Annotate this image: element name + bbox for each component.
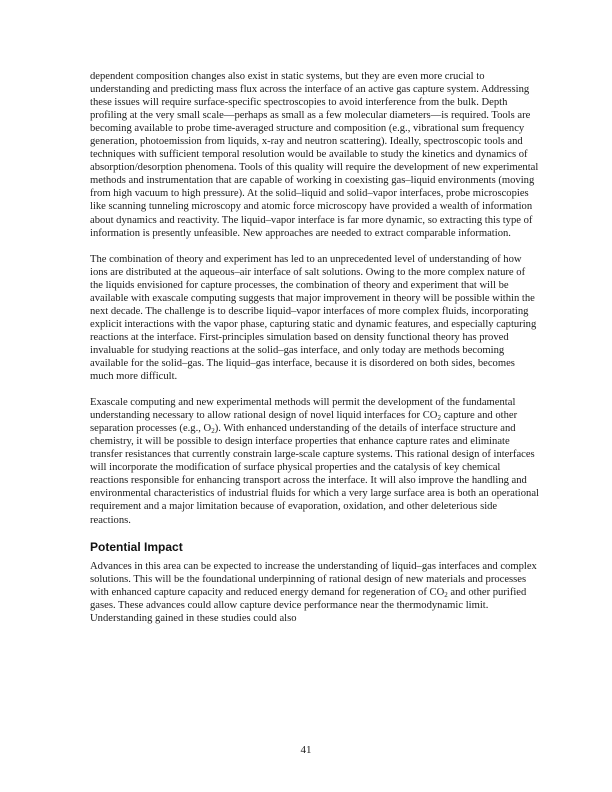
document-page xyxy=(90,70,540,638)
page-number: 41 xyxy=(300,744,312,756)
section-heading-potential-impact: Potential Impact xyxy=(90,539,183,554)
paragraph-theory-experiment: The combination of theory and experiment has led to an unprecedented level of understanding of how ions are distributed at the aqueous–air interface of salt solutions. Owing to the more complex nature of the liquids envisioned for capture processes, the combination of theory and experiment that will be available with exascale computing suggests that major improvement in theory will be possible within the next decade. The challenge is to describe liquid–vapor interfaces of more complex fluids, incorporating explicit interactions with the vapor phase, capturing static and dynamic features, and especially capturing reactions at the interface. First-principles simulation based on density functional theory has proved invaluable for studying reactions at the solid–gas interface, and only today are methods becoming available for the solid–gas. The liquid–gas interface, because it is disordered on both sides, becomes much more difficult. xyxy=(90,253,537,383)
paragraph-text: Advances in this area can be expected to increase the understanding of liquid–gas interfaces and complex solutions. This will be the foundational underpinning of rational design of new materials and processes with enhanced capture capacity and reduced energy demand for regeneration of CO xyxy=(90,560,537,598)
paragraph-potential-impact xyxy=(90,560,540,625)
paragraph-text: and other purified gases. These advances could allow capture device performance near the thermodynamic limit. Understanding gained in these studies could also xyxy=(90,586,527,624)
subscript: 2 xyxy=(211,427,215,436)
subscript: 2 xyxy=(437,414,441,423)
paragraph-text: capture and other separation processes (e.g., O xyxy=(90,410,518,435)
subscript: 2 xyxy=(444,590,448,599)
paragraph-text: Exascale computing and new experimental methods will permit the development of the fundamental understanding necessary to allow rational design of novel liquid interfaces for CO xyxy=(90,397,516,422)
paragraph-interface-probing: dependent composition changes also exist in static systems, but they are even more crucial to understanding and predicting mass flux across the interface of an active gas capture system. Addressing these issues will require surface-specific spectroscopies to avoid interference from the bulk. Depth profiling at the very small scale—perhaps as small as a few molecular diameters—is required. Tools are becoming available to probe time-averaged structure and composition (e.g., vibrational sum frequency generation, photoemission from liquids, x-ray and neutron scattering). Ideally, spectroscopic tools and techniques with sufficient temporal resolution would be available to study the kinetics and dynamics of absorption/desorption phenomena. Tools of this quality will require the development of new experimental methods and instrumentation that are capable of working in coexisting gas–liquid environments (moving from high vacuum to high pressure). At the solid–liquid and solid–vapor interfaces, probe microscopies like scanning tunneling microscopy and atomic force microscopy have provided a wealth of information about dynamics and reactivity. The liquid–vapor interface is far more dynamic, so extracting this type of information is presently unfeasible. New approaches are needed to extract comparable information. xyxy=(90,71,539,239)
paragraph-exascale-design xyxy=(90,396,540,526)
paragraph-text: ). With enhanced understanding of the details of interface structure and chemistry, it will be possible to design interface properties that enhance capture rates and eliminate transfer resistances that currently constrain large-scale capture systems. This rational design of interfaces will incorporate the modification of surface physical properties and the catalysis of key chemical reactions responsible for enhancing transport across the interface. It will also improve the handling and environmental characteristics of industrial fluids for which a very large surface area is both an operational requirement and a major limitation because of evaporation, oxidation, and other deleterious side reactions. xyxy=(90,423,539,526)
